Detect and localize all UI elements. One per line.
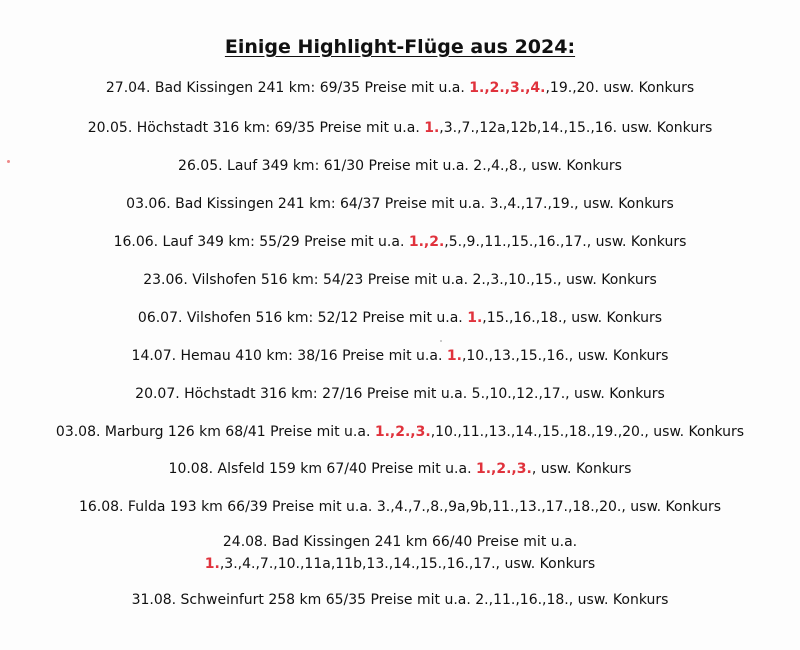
flight-highlight-places: 1.,2.,3. xyxy=(475,461,532,477)
flight-text: 20.05. Höchstadt 316 km: 69/35 Preise mit u.a. xyxy=(87,120,425,136)
flight-line xyxy=(10,234,790,250)
flight-line xyxy=(10,461,790,477)
flight-text: 20.07. Höchstadt 316 km: 27/16 Preise mit u.a. 5.,10.,12.,17., usw. Konkurs xyxy=(135,386,665,402)
flight-line xyxy=(10,310,790,326)
flight-line xyxy=(95,531,705,575)
flight-highlight-places: 1. xyxy=(424,120,440,136)
flight-rest: ,19.,20. usw. Konkurs xyxy=(545,80,695,96)
flight-line xyxy=(10,158,790,174)
flight-text: 26.05. Lauf 349 km: 61/30 Preise mit u.a. 2.,4.,8., usw. Konkurs xyxy=(178,158,622,174)
flight-line xyxy=(10,348,790,364)
flight-rest: ,3.,4.,7.,10.,11a,11b,13.,14.,15.,16.,17., usw. Konkurs xyxy=(219,556,596,572)
flight-rest: ,10.,11.,13.,14.,15.,18.,19.,20., usw. Konkurs xyxy=(430,424,745,440)
scan-speck xyxy=(440,340,442,342)
flight-highlight-places: 1.,2. xyxy=(408,234,445,250)
flight-line xyxy=(10,424,790,440)
flight-text: 27.04. Bad Kissingen 241 km: 69/35 Preise mit u.a. xyxy=(105,80,470,96)
flight-highlight-places: 1. xyxy=(446,348,462,364)
flight-line xyxy=(10,499,790,515)
flight-highlight-places: 1. xyxy=(467,310,483,326)
flight-text: 03.06. Bad Kissingen 241 km: 64/37 Preise mit u.a. 3.,4.,17.,19., usw. Konkurs xyxy=(126,196,674,212)
flight-text: 16.08. Fulda 193 km 66/39 Preise mit u.a. 3.,4.,7.,8.,9a,9b,11.,13.,17.,18.,20., usw. Konkurs xyxy=(78,499,722,515)
flight-rest: ,5.,9.,11.,15.,16.,17., usw. Konkurs xyxy=(444,234,687,250)
flight-text: 24.08. Bad Kissingen 241 km 66/40 Preise mit u.a. xyxy=(222,534,578,550)
flight-line xyxy=(10,592,790,608)
flight-highlight-places: 1.,2.,3. xyxy=(374,424,431,440)
flight-text: 06.07. Vilshofen 516 km: 52/12 Preise mit u.a. xyxy=(137,310,468,326)
page-title: Einige Highlight-Flüge aus 2024: xyxy=(224,36,576,58)
flight-highlight-places: 1.,2.,3.,4. xyxy=(469,80,546,96)
flight-text: 23.06. Vilshofen 516 km: 54/23 Preise mit u.a. 2.,3.,10.,15., usw. Konkurs xyxy=(143,272,657,288)
flight-line xyxy=(10,120,790,136)
flight-rest: ,15.,16.,18., usw. Konkurs xyxy=(482,310,663,326)
flight-text: 16.06. Lauf 349 km: 55/29 Preise mit u.a. xyxy=(113,234,409,250)
flight-line xyxy=(10,386,790,402)
flight-line xyxy=(10,272,790,288)
flight-rest: ,3.,7.,12a,12b,14.,15.,16. usw. Konkurs xyxy=(439,120,713,136)
flight-text: 03.08. Marburg 126 km 68/41 Preise mit u.a. xyxy=(55,424,375,440)
flight-rest: ,10.,13.,15.,16., usw. Konkurs xyxy=(461,348,669,364)
flight-highlight-places: 1. xyxy=(204,556,220,572)
flight-line xyxy=(10,196,790,212)
flight-line xyxy=(10,80,790,96)
flight-text: 10.08. Alsfeld 159 km 67/40 Preise mit u.a. xyxy=(168,461,476,477)
flight-rest: , usw. Konkurs xyxy=(531,461,632,477)
scan-speck xyxy=(7,160,10,163)
flight-text: 14.07. Hemau 410 km: 38/16 Preise mit u.a. xyxy=(131,348,447,364)
flight-text: 31.08. Schweinfurt 258 km 65/35 Preise mit u.a. 2.,11.,16.,18., usw. Konkurs xyxy=(131,592,669,608)
